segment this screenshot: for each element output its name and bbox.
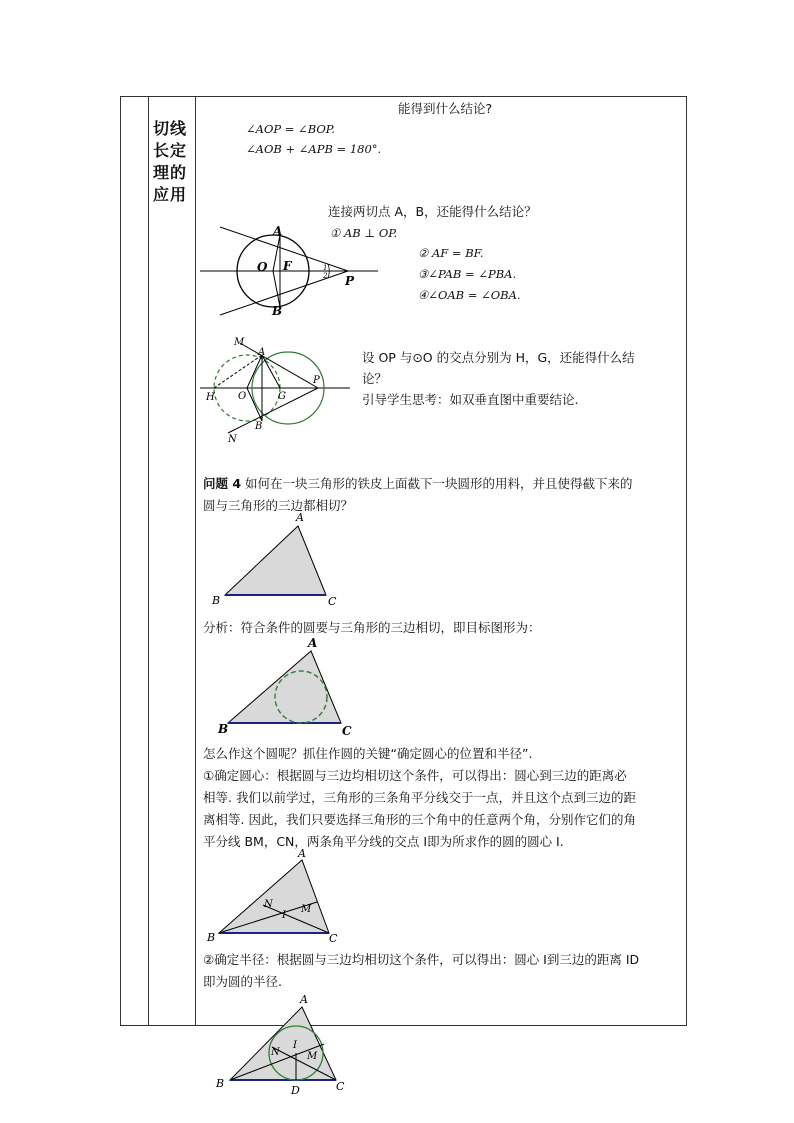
- tri4-label-n: N: [271, 1047, 280, 1058]
- guide-text: 引导学生思考：如双垂直图中重要结论.: [362, 392, 579, 407]
- conclusion-2: ② AF = BF.: [418, 246, 484, 260]
- tri4-label-c: C: [336, 1080, 345, 1093]
- step-2-line1: ②确定半径：根据圆与三边均相切这个条件，可以得出：圆心 I到三边的距离 ID: [203, 952, 640, 967]
- tri4-label-i: I: [293, 1040, 297, 1051]
- fig1-label-a: A: [273, 224, 283, 238]
- tri3-label-i: I: [282, 910, 286, 921]
- conclusion-1: ① AB ⊥ OP.: [330, 226, 398, 240]
- fig2-label-m: M: [234, 337, 245, 348]
- step-1-line4: 平分线 BM，CN，两条角平分线的交点 I即为所求作的圆的圆心 I.: [203, 834, 564, 849]
- step-1: [203, 765, 683, 853]
- fig1-label-2: 2: [323, 272, 328, 280]
- triangle-figure-3: [205, 845, 345, 945]
- fig2-label-g: G: [278, 391, 286, 402]
- problem-4-label: 问题 4: [203, 476, 242, 491]
- fig2-label-a: A: [258, 347, 266, 358]
- step-1-line2: 相等. 我们以前学过，三角形的三条角平分线交于一点，并且这个点到三边的距: [203, 790, 636, 805]
- equation-angle-aop: ∠AOP = ∠BOP.: [246, 122, 335, 136]
- tri4-label-d: D: [291, 1084, 300, 1097]
- problem-4-text-line2: 圆与三角形的三边都相切？: [203, 498, 354, 513]
- question-hg-line1: 设 OP 与⊙O 的交点分别为 H，G，还能得什么结: [362, 350, 635, 365]
- step-1-line3: 离相等. 因此，我们只要选择三角形的三个角中的任意两个角，分别作它们的角: [203, 812, 636, 827]
- tri3-label-b: B: [207, 931, 216, 944]
- triangle-figure-4: [212, 990, 352, 1098]
- tri3-label-a: A: [298, 847, 306, 860]
- tri2-label-c: C: [342, 724, 352, 738]
- fig1-label-o: O: [257, 260, 268, 274]
- tri4-label-b: B: [216, 1077, 225, 1090]
- fig2-label-b: B: [255, 421, 263, 432]
- conclusion-4: ④∠OAB = ∠OBA.: [418, 288, 521, 302]
- triangle-figure-1: [208, 510, 348, 610]
- section-title: 切线 长定 理的 应用: [153, 119, 188, 204]
- tangent-figure-2: [200, 333, 360, 445]
- conclusion-3: ③∠PAB = ∠PBA.: [418, 267, 517, 281]
- tri4-label-m: M: [307, 1051, 318, 1062]
- how-text: 怎么作这个圆呢？抓住作圆的关键“确定圆心的位置和半径”.: [203, 746, 533, 761]
- column-divider-2: [195, 96, 196, 1026]
- fig1-label-1: 1: [323, 264, 328, 272]
- tri3-label-n: N: [264, 899, 273, 910]
- tri2-label-b: B: [218, 722, 229, 736]
- tri1-label-b: B: [212, 594, 221, 607]
- fig1-label-p: P: [345, 274, 355, 288]
- triangle-figure-2: [210, 634, 360, 740]
- fig1-label-b: B: [272, 304, 283, 318]
- fig2-label-n: N: [228, 434, 237, 445]
- tri3-label-c: C: [329, 932, 338, 945]
- tangent-figure-1: [200, 222, 380, 318]
- fig1-label-f: F: [283, 259, 292, 273]
- fig2-label-p: P: [313, 375, 320, 386]
- tri3-label-m: M: [301, 904, 312, 915]
- question-conclusion: 能得到什么结论?: [398, 101, 493, 116]
- tri1-label-c: C: [328, 595, 337, 608]
- step-2-line2: 即为圆的半径.: [203, 974, 282, 989]
- tri4-label-a: A: [300, 993, 308, 1006]
- analysis-text: 分析：符合条件的圆要与三角形的三边相切，即目标图形为：: [203, 620, 541, 635]
- problem-4-text-line1: 如何在一块三角形的铁皮上面截下一块圆形的用料，并且使得截下来的: [241, 476, 633, 491]
- fig2-label-h: H: [206, 392, 215, 403]
- question-hg-line2: 论？: [362, 371, 388, 386]
- tri1-label-a: A: [296, 511, 304, 524]
- column-divider-1: [148, 96, 149, 1026]
- question-tangent-points: 连接两切点 A，B，还能得什么结论？: [328, 204, 537, 219]
- equation-angle-sum: ∠AOB + ∠APB = 180°.: [246, 142, 382, 156]
- fig2-label-o: O: [238, 391, 247, 402]
- step-2: [203, 949, 683, 993]
- step-1-line1: ①确定圆心：根据圆与三边均相切这个条件，可以得出：圆心到三边的距离必: [203, 768, 627, 783]
- tri2-label-a: A: [308, 636, 318, 650]
